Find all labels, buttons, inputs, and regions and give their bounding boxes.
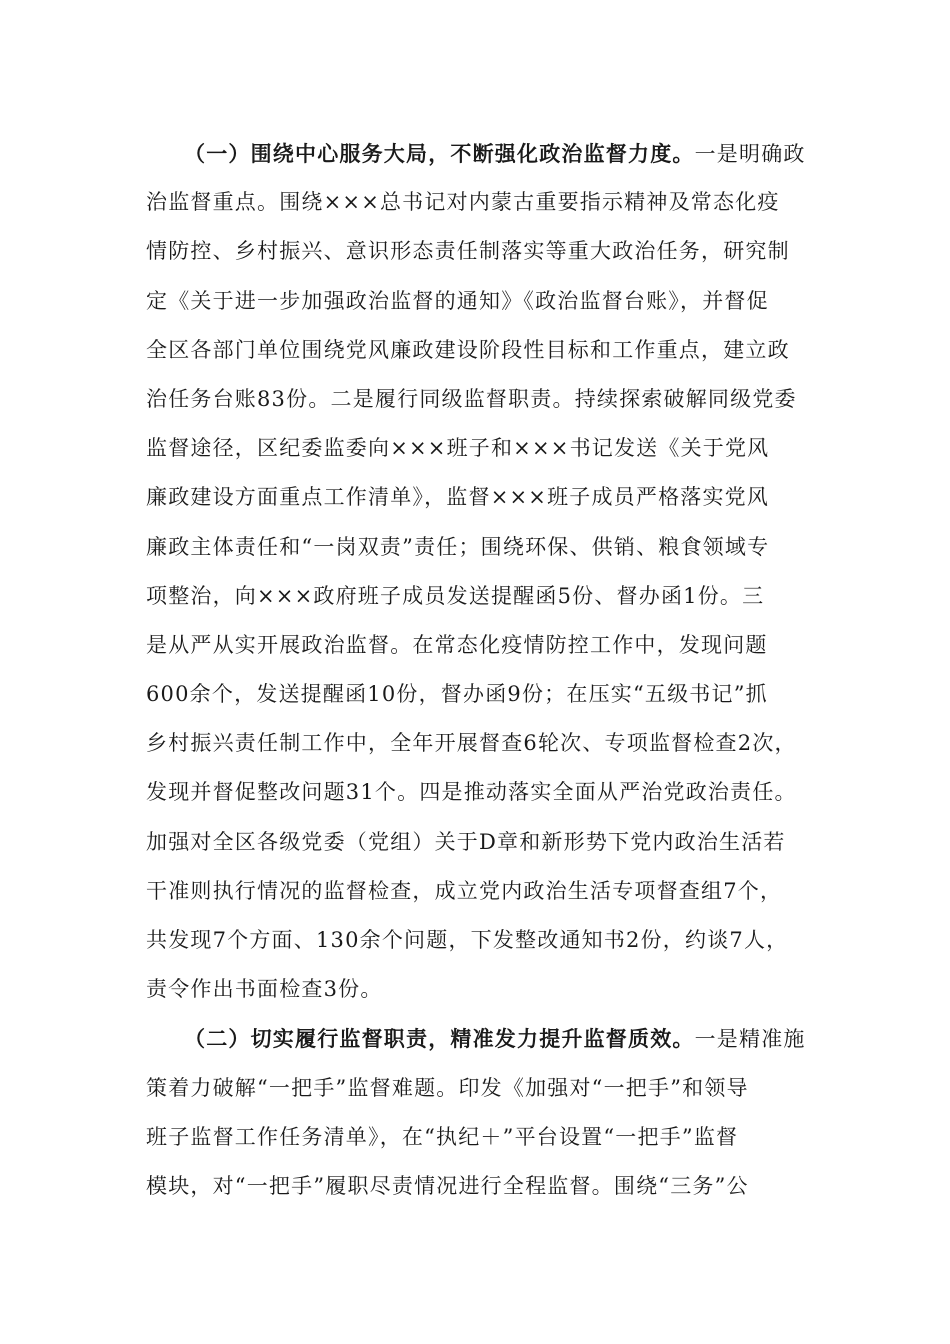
paragraph-2-line: 班子监督工作任务清单》，在“执纪＋”平台设置“一把手”监督 — [146, 1124, 739, 1149]
paragraph-2-first-line — [146, 1014, 826, 1063]
paragraph-1-line: 共发现7个方面、130余个问题，下发整改通知书2份，约谈7人， — [146, 928, 789, 952]
paragraph-2-line-1-text: 一是精准施 — [694, 1027, 806, 1052]
paragraph-1-line: 600余个，发送提醒函10份，督办函9份；在压实“五级书记”抓 — [146, 682, 768, 707]
paragraph-1-line: 廉政主体责任和“一岗双责”责任；围绕环保、供销、粮食领域专 — [146, 534, 770, 559]
paragraph-1-line: 定《关于进一步加强政治监督的通知》《政治监督台账》，并督促 — [146, 288, 769, 313]
paragraph-1-line: 治监督重点。围绕×××总书记对内蒙古重要指示精神及常态化疫 — [146, 190, 780, 215]
paragraph-1-line-1-text: 一是明确政 — [694, 142, 806, 166]
paragraph-1-line: 全区各部门单位围绕党风廉政建设阶段性目标和工作重点，建立政 — [146, 337, 790, 362]
paragraph-1-line: 加强对全区各级党委（党组）关于D章和新形势下党内政治生活若 — [146, 829, 786, 854]
paragraph-2-heading: （二）切实履行监督职责，精准发力提升监督质效。 — [184, 1026, 695, 1052]
paragraph-2-line: 策着力破解“一把手”监督难题。印发《加强对“一把手”和领导 — [146, 1075, 749, 1100]
paragraph-1-heading: （一）围绕中心服务大局，不断强化政治监督力度。 — [184, 141, 695, 166]
paragraph-1-line: 廉政建设方面重点工作清单》，监督×××班子成员严格落实党风 — [146, 485, 770, 510]
paragraph-1-first-line — [146, 129, 826, 178]
paragraph-1-line: 情防控、乡村振兴、意识形态责任制落实等重大政治任务，研究制 — [146, 239, 790, 264]
paragraph-1-line: 是从严从实开展政治监督。在常态化疫情防控工作中，发现问题 — [146, 632, 768, 657]
paragraph-1-line: 治任务台账83份。二是履行同级监督职责。持续探索破解同级党委 — [146, 386, 797, 411]
paragraph-1-line: 项整治，向×××政府班子成员发送提醒函5份、督办函1份。三 — [146, 583, 765, 608]
paragraph-1-line: 监督途径，区纪委监委向×××班子和×××书记发送《关于党风 — [146, 436, 770, 461]
paragraph-1-line: 乡村振兴责任制工作中，全年开展督查6轮次、专项监督检查2次， — [146, 731, 797, 756]
document-body — [146, 129, 826, 1211]
paragraph-1-line: 干准则执行情况的监督检查，成立党内政治生活专项督查组7个， — [146, 878, 783, 903]
paragraph-2-line: 模块，对“一把手”履职尽责情况进行全程监督。围绕“三务”公 — [146, 1173, 749, 1198]
paragraph-1-line: 发现并督促整改问题31个。四是推动落实全面从严治党政治责任。 — [146, 780, 797, 805]
paragraph-1-line: 责令作出书面检查3份。 — [146, 977, 383, 1002]
